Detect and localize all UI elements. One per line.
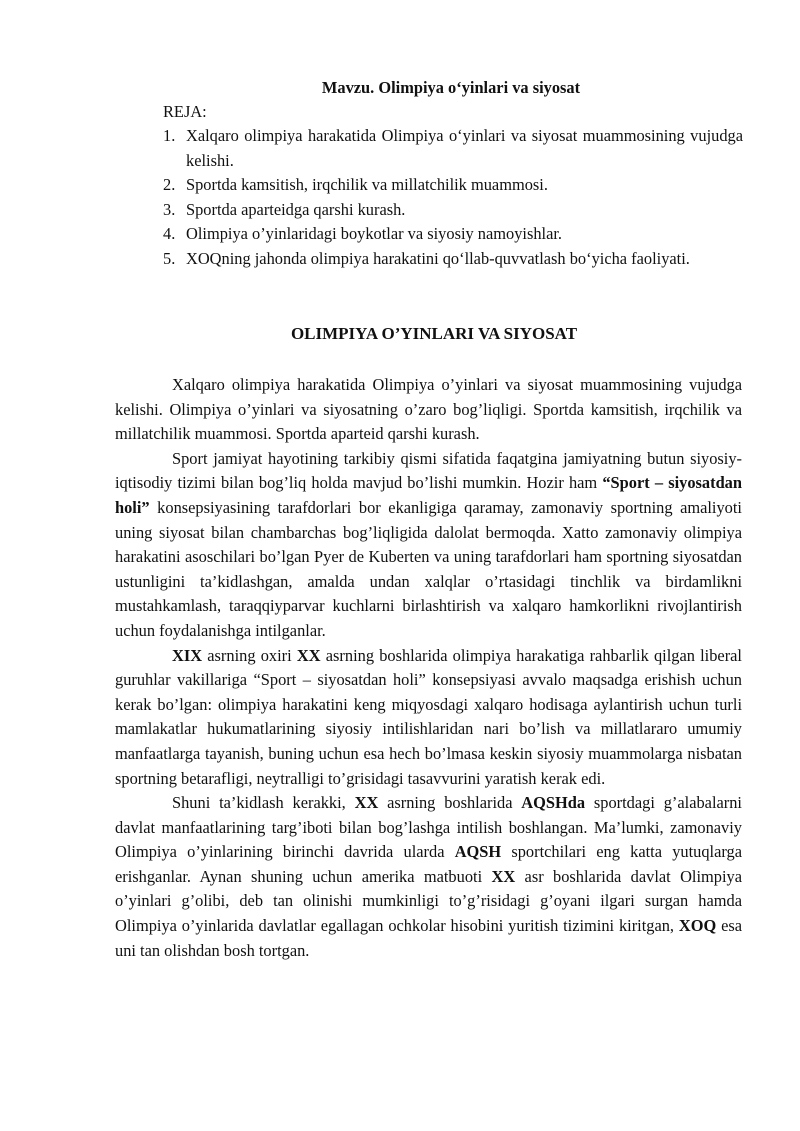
bold-phrase: XX (354, 793, 379, 813)
plan-label: REJA: (163, 102, 207, 121)
text-run: asrning boshlarida (378, 793, 522, 813)
plan-item-number: 5. (163, 248, 176, 268)
plan-item-text: XOQning jahonda olimpiya harakatini qo‘llab-quvvatlash bo‘yicha faoliyati. (186, 248, 690, 268)
bold-phrase: XIX (172, 645, 203, 665)
plan-item-text: Sportda aparteidga qarshi kurash. (186, 199, 406, 219)
paragraph-liberal-groups (115, 644, 742, 792)
text-run: sportchilari eng katta yutuqlarga erishganlar. Aynan shuning uchun amerika matbuoti (115, 842, 742, 886)
plan-item (163, 222, 743, 247)
text-run: asrning oxiri (202, 645, 297, 665)
plan-item-text: Xalqaro olimpiya harakatida Olimpiya o‘yinlari va siyosat muammosining vujudga kelishi. (186, 126, 743, 170)
plan-item-number: 3. (163, 199, 176, 219)
section-heading: OLIMPIYA O’YINLARI VA SIYOSAT (290, 324, 578, 343)
plan-item (163, 247, 743, 272)
text-run: asr boshlarida davlat Olimpiya o’yinlari g’olibi, deb tan olinishi mumkinligi to’g’risidagi g’oyani ilgari surgan hamda Olimpiya o’yinlarida davlatlar egallagan ochkolar hisobini yuritish tizimini kiritgan, (115, 866, 742, 936)
plan-item (163, 124, 743, 173)
plan-item (163, 173, 743, 198)
bold-phrase: AQSHda (521, 793, 586, 813)
plan-item (163, 198, 743, 223)
bold-phrase: XOQ (678, 916, 717, 936)
text-run: Shuni ta’kidlash kerakki, (172, 793, 355, 813)
bold-phrase: XX (491, 866, 516, 886)
plan-item-number: 4. (163, 224, 176, 244)
bold-phrase: “Sport – siyosatdan holi” (115, 473, 742, 517)
plan-item-number: 2. (163, 175, 176, 195)
body-text (115, 373, 742, 963)
plan-item-text: Olimpiya o’yinlaridagi boykotlar va siyosiy namoyishlar. (186, 224, 563, 244)
document-title: Mavzu. Olimpiya o‘yinlari va siyosat (321, 78, 581, 97)
text-run: sportdagi g’alabalarni davlat manfaatlarining targ’iboti bilan bog’lashga intilish boshlangan. Ma’lumki, zamonaviy Olimpiya o’yinlarining birinchi davrida ularda (115, 793, 742, 862)
text-run: asrning boshlarida olimpiya harakatiga rahbarlik qilgan liberal guruhlar vakillariga “Sport – siyosatdan holi” konsepsiyasi avvalo maqsadga erishish uchun kerak bo’lgan: olimpiya harakatini keng miqyosdagi xalqaro hodisaga aylantirish uchun turli mamlakatlar hukumatlarining siyosiy intilishlaridan nari bo’lish va millatlararo umumiy manfaatlarga tayanish, buning uchun esa hech bo’lmasa keskin siyosiy muammolarga nisbatan sportning betarafligi, neytralligi to’grisidagi tasavvurini yaratish kerak edi. (115, 645, 742, 788)
paragraph-usa (115, 791, 742, 963)
plan-list (163, 124, 743, 272)
text-run: konsepsiyasining tarafdorlari bor ekanligiga qaramay, zamonaviy sportning amaliyoti uning siyosat bilan chambarchas bog’liqligida dalolat bermoqda. Xatto zamonaviy olimpiya harakatini asoschilari bo’lgan Pyer de Kuberten va uning tarafdorlari ham sportning siyosatdan ustunligini ta’kidlashgan, amalda undan xalqlar o’rtasidagi tinchlik va birdamlikni mustahkamlash, taraqqiyparvar kuchlarni birlashtirish va xalqaro hamkorlikni rivojlantirish uchun foydalanishga intilganlar. (115, 497, 742, 640)
plan-item-text: Sportda kamsitish, irqchilik va millatchilik muammosi. (186, 175, 548, 195)
plan-item-number: 1. (163, 126, 176, 145)
paragraph-intro: Xalqaro olimpiya harakatida Olimpiya o’yinlari va siyosat muammosining vujudga kelishi. Olimpiya o’yinlari va siyosatning o’zaro bog’liqligi. Sportda kamsitish, irqchilik va millatchilik muammosi. Sportda aparteid qarshi kurash. (115, 375, 742, 444)
paragraph-sport-politics (115, 447, 742, 644)
bold-phrase: XX (296, 645, 321, 665)
bold-phrase: AQSH (454, 842, 502, 862)
text-run: Sport jamiyat hayotining tarkibiy qismi sifatida faqatgina jamiyatning butun siyosiy-iqtisodiy tizimi bilan bog’liq holda mavjud bo’lishi mumkin. Hozir ham (115, 448, 742, 493)
text-run: esa uni tan olishdan bosh tortgan. (115, 916, 742, 960)
